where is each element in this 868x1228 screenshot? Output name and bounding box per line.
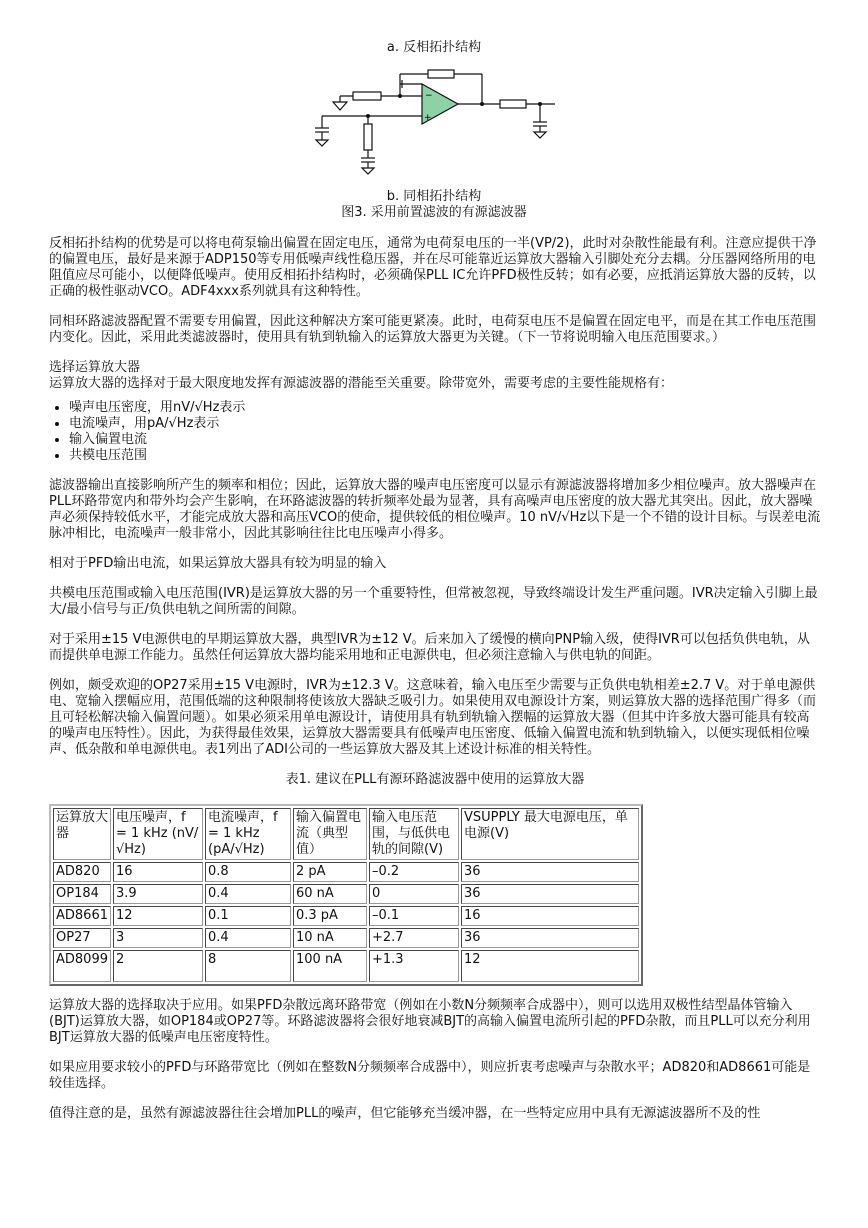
table-cell: 36 — [461, 928, 639, 948]
section-heading: 选择运算放大器 — [49, 360, 141, 375]
table-cell: 2 pA — [293, 862, 367, 882]
paragraph-4: 滤波器输出直接影响所产生的频率和相位；因此，运算放大器的噪声电压密度可以显示有源滤波器将增加多少相位噪声。放大器噪声在PLL环路带宽内和带外均会产生影响，在环路滤波器的转折频率处最为显著，具有高噪声电压密度的放大器尤其突出。因此，放大器噪声必须保持较低水平，才能完成放大器和高压VCO的使命，提供较低的相位噪声。10 nV/√Hz以下是一个不错的设计目标。与误差电流脉冲相比，电流噪声一般非常小，因此其影响往往比电压噪声小得多。 — [49, 478, 821, 541]
table-cell: 16 — [113, 862, 203, 882]
table-cell: 0.3 pA — [293, 906, 367, 926]
table-row — [53, 906, 639, 926]
table-header-cell: VSUPPLY 最大电源电压，单电源(V) — [461, 808, 639, 860]
opamp-minus-label: − — [425, 91, 433, 101]
table-cell: AD8661 — [53, 906, 111, 926]
figure-caption-b: b. 同相拓扑结构 — [386, 189, 482, 204]
paragraph-9: 运算放大器的选择取决于应用。如果PFD杂散远离环路带宽（例如在小数N分频频率合成器中），则可以选用双极性结型晶体管输入(BJT)运算放大器，如OP184或OP27等。环路滤波器将会很好地衰减BJT的高输入偏置电流所引起的PFD杂散，而且PLL可以充分利用BJT运算放大器的低噪声电压密度特性。 — [49, 998, 811, 1045]
table-row — [53, 950, 639, 982]
active-filter-schematic — [300, 62, 570, 193]
opamp-plus-label: + — [424, 113, 432, 123]
feedback-resistor — [428, 70, 454, 78]
table-cell: 12 — [113, 906, 203, 926]
table-cell: +2.7 — [369, 928, 459, 948]
table-cell: 0.8 — [205, 862, 291, 882]
spec-item: • 电流噪声，用pA/√Hz表示 — [69, 416, 821, 432]
table-row — [53, 884, 639, 904]
table-row — [53, 862, 639, 882]
opamp-table — [49, 804, 643, 986]
ground-icon-3 — [362, 168, 374, 174]
paragraph-2: 同相环路滤波器配置不需要专用偏置，因此这种解决方案可能更紧凑。此时，电荷泵电压不是偏置在固定电平，而是在其工作电压范围内变化。因此，采用此类滤波器时，使用具有轨到轨输入的运算放大器更为关键。（下一节将说明输入电压范围要求。） — [49, 314, 817, 345]
table-cell: 36 — [461, 884, 639, 904]
table-cell: 0.4 — [205, 884, 291, 904]
table-cell: 3 — [113, 928, 203, 948]
table-cell: 0.4 — [205, 928, 291, 948]
ground-icon-4 — [316, 140, 328, 146]
circuit-diagram — [300, 62, 570, 188]
table-cell: 0.1 — [205, 906, 291, 926]
table-cell: 60 nA — [293, 884, 367, 904]
bias-resistor — [364, 124, 372, 150]
paragraph-7: 对于采用±15 V电源供电的早期运算放大器，典型IVR为±12 V。后来加入了缓慢的横向PNP输入级，使得IVR可以包括负供电轨，从而提供单电源工作能力。虽然任何运算放大器均能采用地和正电源供电，但必须注意输入与供电轨的间距。 — [49, 632, 810, 663]
table-cell: 10 nA — [293, 928, 367, 948]
table-cell: 100 nA — [293, 950, 367, 982]
table-header-cell: 输入电压范围，与低供电轨的间隙(V) — [369, 808, 459, 860]
table-row — [53, 928, 639, 948]
paragraph-8: 例如，颇受欢迎的OP27采用±15 V电源时，IVR为±12.3 V。这意味着，输入电压至少需要与正负供电轨相差±2.7 V。对于单电源供电、宽输入摆幅应用，范围低端的这种限制将使该放大器缺乏吸引力。如果使用双电源设计方案，则运算放大器的选择范围广得多（而且可轻松解决输入偏置问题）。如果必须采用单电源设计，请使用具有轨到轨输入摆幅的运算放大器（但其中许多放大器可能具有较高的噪声电压特性）。因此，为获得最佳效果，运算放大器需要具有低噪声电压密度、低输入偏置电流和轨到轨输入，以便实现低相位噪声、低杂散和单电源供电。表1列出了ADI公司的一些运算放大器及其上述设计标准的相关特性。 — [49, 678, 817, 757]
table-cell: OP27 — [53, 928, 111, 948]
table-header-cell: 输入偏置电流（典型值） — [293, 808, 367, 860]
article-body — [49, 236, 821, 1136]
table-header-row — [53, 808, 639, 860]
table-caption: 表1. 建议在PLL有源环路滤波器中使用的运算放大器 — [285, 772, 585, 787]
table-cell: AD8099 — [53, 950, 111, 982]
figure-caption: 图3. 采用前置滤波的有源滤波器 — [341, 205, 527, 220]
table-cell: 12 — [461, 950, 639, 982]
table-cell: 2 — [113, 950, 203, 982]
table-header-cell: 电压噪声，f = 1 kHz (nV/√Hz) — [113, 808, 203, 860]
figure-caption-a: a. 反相拓扑结构 — [386, 40, 482, 55]
table-cell: OP184 — [53, 884, 111, 904]
paragraph-3: 运算放大器的选择对于最大限度地发挥有源滤波器的潜能至关重要。除带宽外，需要考虑的主要性能规格有： — [49, 376, 674, 391]
table-cell: 8 — [205, 950, 291, 982]
paragraph-6: 共模电压范围或输入电压范围(IVR)是运算放大器的另一个重要特性，但常被忽视，导致终端设计发生严重问题。IVR决定输入引脚上最大/最小信号与正/负供电轨之间所需的间隙。 — [49, 586, 818, 617]
spec-list — [49, 400, 821, 464]
table-header-cell: 电流噪声，f = 1 kHz (pA/√Hz) — [205, 808, 291, 860]
table-cell: 0 — [369, 884, 459, 904]
table-cell: AD820 — [53, 862, 111, 882]
ground-icon — [333, 102, 347, 110]
table-cell: 16 — [461, 906, 639, 926]
table-cell: –0.2 — [369, 862, 459, 882]
table-header-cell: 运算放大器 — [53, 808, 111, 860]
paragraph-5: 相对于PFD输出电流，如果运算放大器具有较为明显的输入 — [49, 556, 387, 571]
output-resistor — [500, 100, 526, 108]
table-cell: 36 — [461, 862, 639, 882]
table-cell: –0.1 — [369, 906, 459, 926]
ground-icon-2 — [534, 132, 546, 138]
spec-item: • 输入偏置电流 — [69, 432, 821, 448]
spec-item: • 噪声电压密度，用nV/√Hz表示 — [69, 400, 821, 416]
spec-item: • 共模电压范围 — [69, 448, 821, 464]
paragraph-11: 值得注意的是，虽然有源滤波器往往会增加PLL的噪声，但它能够充当缓冲器，在一些特定应用中具有无源滤波器所不及的性 — [49, 1106, 761, 1121]
paragraph-1: 反相拓扑结构的优势是可以将电荷泵输出偏置在固定电压，通常为电荷泵电压的一半(VP/2)，此时对杂散性能最有利。注意应提供干净的偏置电压，最好是来源于ADP150等专用低噪声线性稳压器，并在尽可能靠近运算放大器输入引脚处充分去耦。分压器网络所用的电阻值应尽可能小，以便降低噪声。使用反相拓扑结构时，必须确保PLL IC允许PFD极性反转；如有必要，应抵消运算放大器的反转，以正确的极性驱动VCO。ADF4xxx系列就具有这种特性。 — [49, 236, 817, 299]
input-resistor — [353, 92, 381, 100]
table-cell: +1.3 — [369, 950, 459, 982]
table-cell: 3.9 — [113, 884, 203, 904]
paragraph-10: 如果应用要求较小的PFD与环路带宽比（例如在整数N分频频率合成器中），则应折衷考虑噪声与杂散水平；AD820和AD8661可能是较佳选择。 — [49, 1060, 811, 1091]
